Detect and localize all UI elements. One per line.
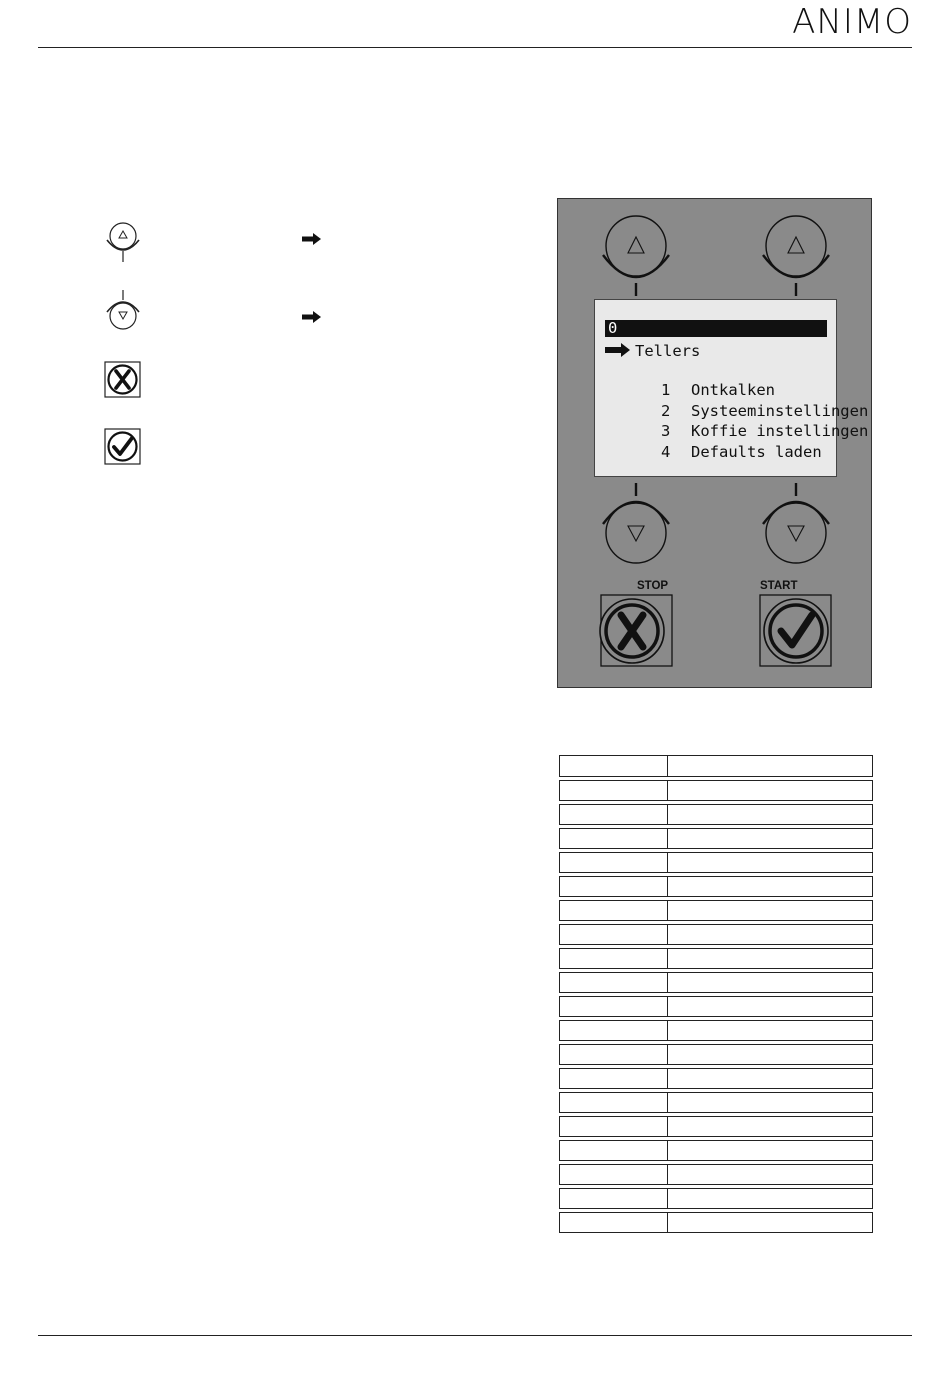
lcd-menu-item: 4 Defaults laden: [661, 443, 822, 461]
lcd-menu-item: 3 Koffie instellingen: [661, 422, 869, 440]
up-button-left[interactable]: [603, 216, 669, 296]
brand-logo: [792, 2, 912, 42]
table-row: [559, 1044, 873, 1065]
table-row: [559, 1092, 873, 1113]
lcd-menu-item: 2 Systeeminstellingen: [661, 402, 869, 420]
start-label: START: [760, 580, 798, 592]
table-row: [559, 1116, 873, 1137]
table-row: [559, 1020, 873, 1041]
lcd-display: [594, 299, 869, 477]
up-button-right[interactable]: [763, 216, 829, 296]
table-row: [559, 1212, 873, 1233]
table-row: [559, 804, 873, 825]
table-row: [559, 900, 873, 921]
table-row: [559, 924, 873, 945]
control-panel: [557, 198, 872, 688]
start-check-icon: [104, 428, 142, 471]
table-row: [559, 1188, 873, 1209]
stop-button[interactable]: [600, 595, 672, 666]
table-row: [559, 1164, 873, 1185]
pointer-arrow-icon: [605, 343, 631, 357]
lcd-item-label: Tellers: [635, 342, 701, 360]
stop-x-icon: [104, 361, 142, 404]
lcd-menu-item: 1 Ontkalken: [661, 381, 775, 399]
table-row: [559, 876, 873, 897]
table-row: [559, 780, 873, 801]
table-row: [559, 755, 873, 777]
header-rule: [38, 47, 912, 48]
table-row: [559, 996, 873, 1017]
table-row: [559, 1068, 873, 1089]
up-scroll-icon: [104, 218, 142, 269]
lcd-selected-value: 0: [608, 319, 618, 337]
start-button[interactable]: [760, 595, 831, 666]
table-row: [559, 852, 873, 873]
settings-table: [559, 755, 873, 1236]
footer-rule: [38, 1335, 912, 1336]
table-row: [559, 1140, 873, 1161]
down-button-left[interactable]: [603, 483, 669, 563]
table-row: [559, 972, 873, 993]
right-arrow-icon: [302, 310, 322, 328]
stop-label: STOP: [637, 580, 669, 592]
brand-name: ANIMO: [792, 2, 912, 42]
down-scroll-icon: [104, 290, 142, 341]
lcd-selected-row: [605, 320, 827, 337]
right-arrow-icon: [302, 232, 322, 250]
table-row: [559, 828, 873, 849]
table-row: [559, 948, 873, 969]
down-button-right[interactable]: [763, 483, 829, 563]
